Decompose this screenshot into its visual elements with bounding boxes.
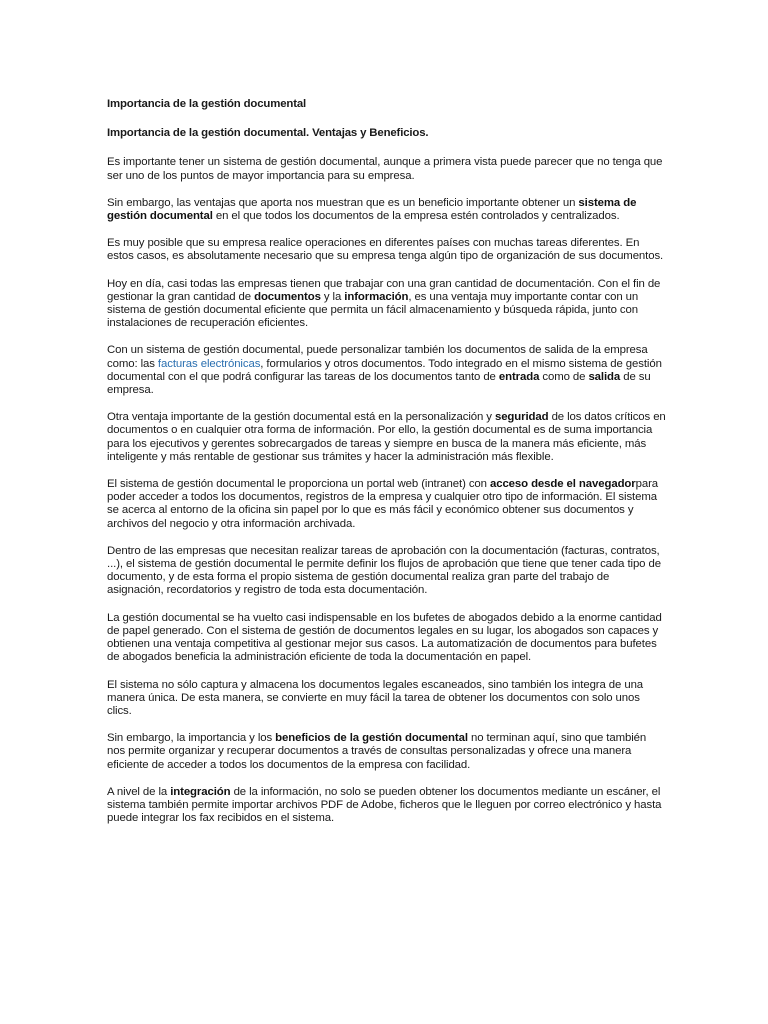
paragraph-6-text-a: Otra ventaja importante de la gestión documental está en la personalización y <box>107 411 495 424</box>
paragraph-5-bold-1: entrada <box>498 370 540 383</box>
paragraph-1: Es importante tener un sistema de gestión documental, aunque a primera vista puede parecer que no tenga que ser uno de los puntos de mayor importancia para su empresa. <box>107 156 663 182</box>
paragraph-11 <box>107 732 667 772</box>
paragraph-3: Es muy posible que su empresa realice operaciones en diferentes países con muchas tareas diferentes. En estos casos, es absolutamente necesario que su empresa tenga algún tipo de organización de sus documentos. <box>107 237 664 263</box>
paragraph-4-text-c: y la <box>320 290 345 303</box>
paragraph-2 <box>107 197 667 223</box>
paragraph-12-bold-1: integración <box>170 785 231 798</box>
paragraph-8: Dentro de las empresas que necesitan realizar tareas de aprobación con la documentación (facturas, contratos, ...), el sistema de gestión documental le permite definir los flujos de aprobación que tiene que tener cada tipo de documento, y de esta forma el propio sistema de gestión documental realiza gran parte del trabajo de asignación, recordatorios y registro de toda esta documentación. <box>107 544 661 597</box>
paragraph-11-text-a: Sin embargo, la importancia y los <box>107 732 276 745</box>
paragraph-11-bold-1: beneficios de la gestión documental <box>275 732 468 745</box>
paragraph-2-text-c: en el que todos los documentos de la empresa estén controlados y centralizados. <box>212 210 620 223</box>
paragraph-2-text-a: Sin embargo, las ventajas que aporta nos muestran que es un beneficio importante obtener un <box>107 196 579 209</box>
paragraph-4-bold-1: documentos <box>254 290 321 303</box>
facturas-electronicas-link[interactable]: facturas electrónicas <box>157 357 261 370</box>
paragraph-2-bold-1: sistema de gestión documental <box>107 196 637 223</box>
paragraph-5-text-c: , formularios y otros documentos. Todo integrado en el mismo sistema de gestión documental con el que podrá configurar las tareas de los documentos tanto de <box>107 357 662 383</box>
paragraph-6-bold-1: seguridad <box>494 411 549 424</box>
paragraph-4-text-a: Hoy en día, casi todas las empresas tienen que trabajar con una gran cantidad de documentación. Con el fin de gestionar la gran cantidad de <box>107 277 661 303</box>
paragraph-7-text-c: para poder acceder a todos los documentos, registros de la empresa y cualquier otro tipo de información. El sistema se acerca al entorno de la oficina sin papel por lo que es más fácil y económico obtener sus documentos y archivos del negocio y otra información archivada. <box>107 478 659 530</box>
document-title: Importancia de la gestión documental <box>107 98 307 110</box>
paragraph-4-text-d: , es una ventaja muy importante contar con un sistema de gestión documental eficiente que permita un fácil almacenamiento y búsqueda rápida, junto con instalaciones de recuperación eficientes. <box>107 290 639 330</box>
paragraph-4 <box>107 278 667 331</box>
paragraph-6-text-c: de los datos críticos en documentos o en cualquier otra forma de información. Por ello, la gestión documental es de suma importancia para los ejecutivos y gerentes sobrecargados de tareas y siempre en busca de la manera más eficiente, más inteligente y más rentable de gestionar sus trámites y hacer la administración más flexible. <box>107 411 666 463</box>
paragraph-5-text-e: de su empresa. <box>107 370 651 397</box>
paragraph-11-text-c: no terminan aquí, sino que también nos permite organizar y recuperar documentos a través de consultas personalizadas y ofrece una manera eficiente de acceder a todos los documentos de la empresa con facilidad. <box>107 732 647 771</box>
paragraph-7 <box>107 478 667 531</box>
paragraph-6 <box>107 411 667 464</box>
paragraph-9: La gestión documental se ha vuelto casi indispensable en los bufetes de abogados debido a la enorme cantidad de papel generado. Con el sistema de gestión de documentos legales en su lugar, los abogados son capaces y obtienen una ventaja competitiva al gestionar mejor sus casos. La automatización de documentos para bufetes de abogados beneficia la administración eficiente de toda la documentación en papel. <box>107 611 662 664</box>
paragraph-7-text-a: El sistema de gestión documental le proporciona un portal web (intranet) con <box>107 478 490 491</box>
document-subtitle: Importancia de la gestión documental. Ventajas y Beneficios. <box>107 127 429 140</box>
paragraph-12-text-c: de la información, no solo se pueden obtener los documentos mediante un escáner, el sistema también permite importar archivos PDF de Adobe, ficheros que le lleguen por correo electrónico y hasta puede integrar los fax recibidos en el sistema. <box>107 785 662 825</box>
paragraph-12 <box>107 786 667 826</box>
paragraph-7-bold-1: acceso desde el navegador <box>489 478 636 491</box>
paragraph-5-bold-2: salida <box>588 370 621 383</box>
paragraph-5-text-d: como de <box>539 370 589 383</box>
paragraph-10: El sistema no sólo captura y almacena los documentos legales escaneados, sino también los integra de una manera única. De esta manera, se convierte en muy fácil la tarea de obtener los documentos con solo unos clics. <box>107 678 644 717</box>
paragraph-5 <box>107 344 667 397</box>
paragraph-4-bold-2: información <box>344 290 409 303</box>
paragraph-12-text-a: A nivel de la <box>107 785 171 798</box>
paragraph-5-text-a: Con un sistema de gestión documental, puede personalizar también los documentos de salida de la empresa como: las <box>107 344 648 370</box>
document-page <box>107 90 667 825</box>
